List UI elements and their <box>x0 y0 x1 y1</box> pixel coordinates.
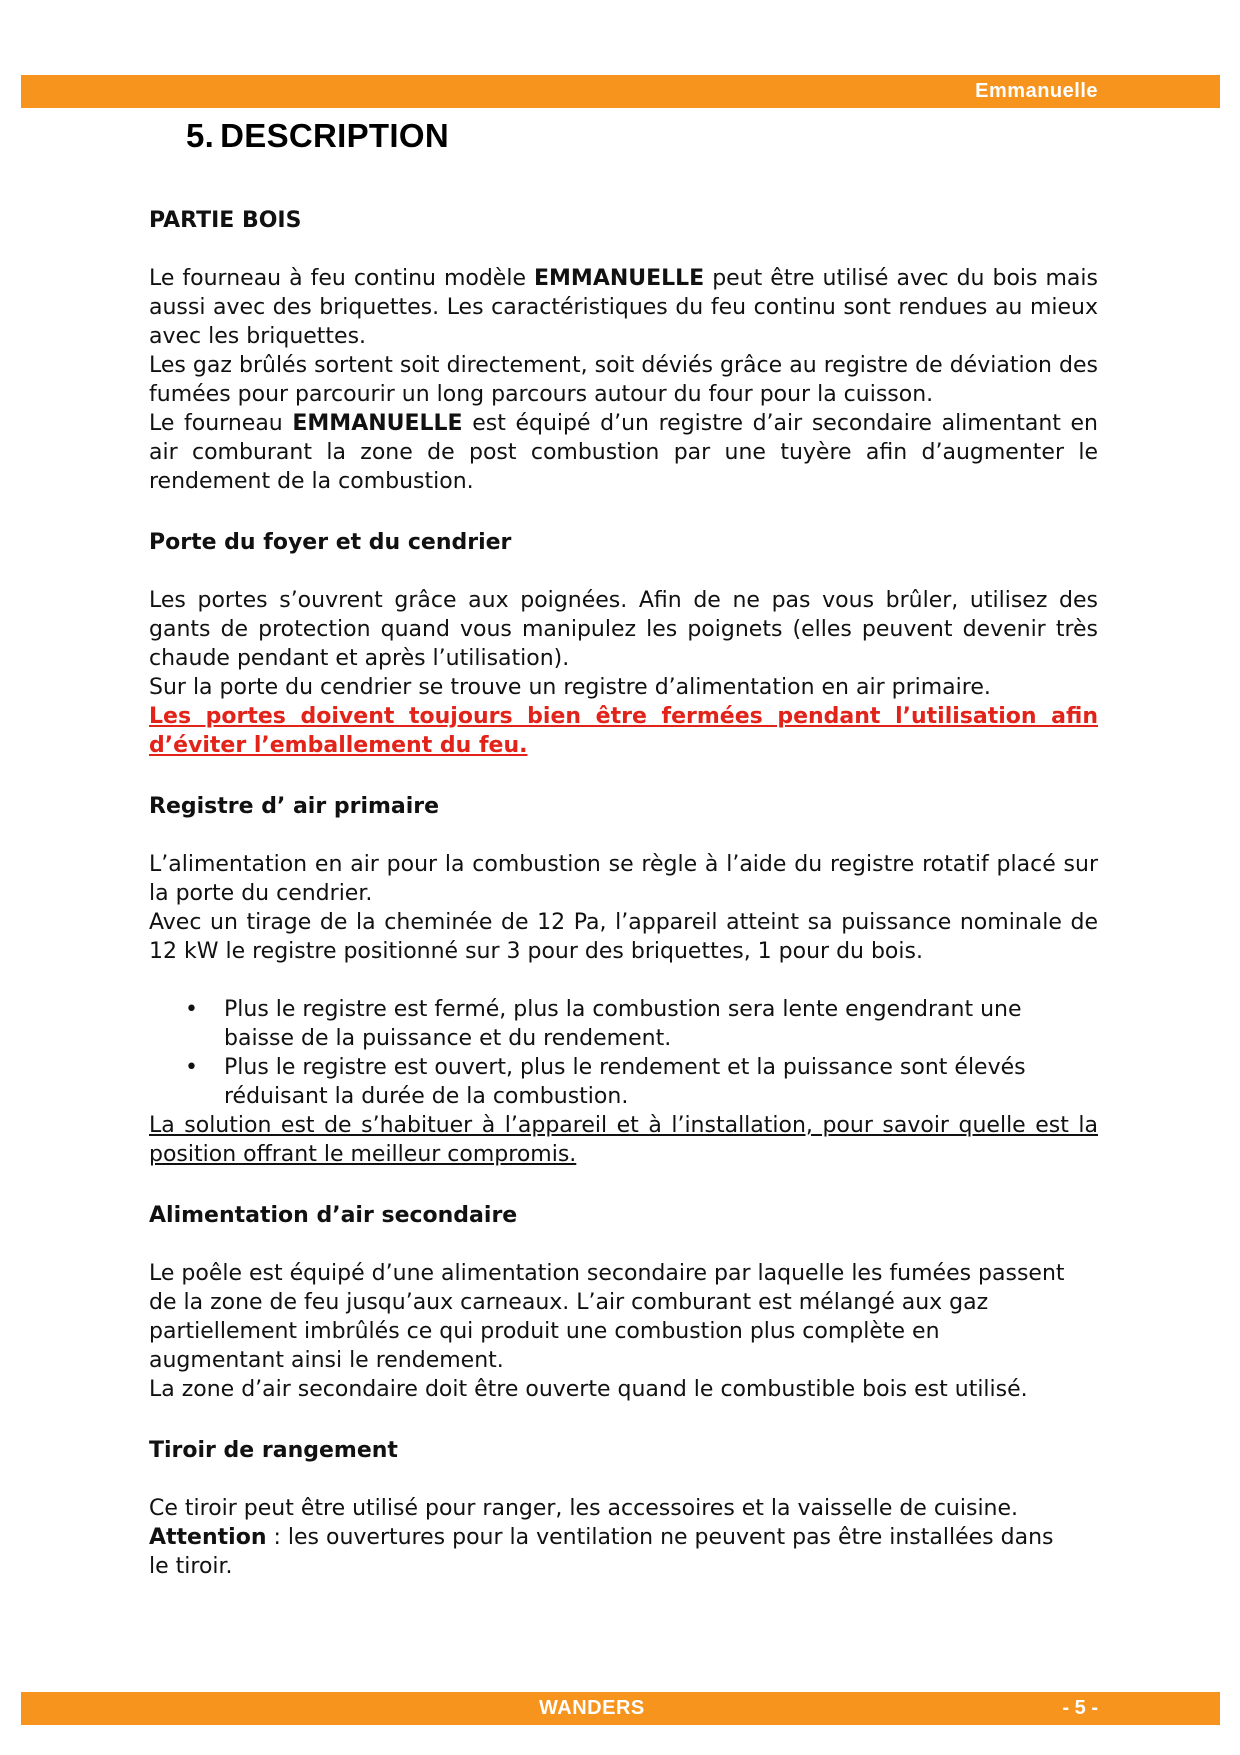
heading-tiroir: Tiroir de rangement <box>149 1438 398 1463</box>
bullet-icon: • <box>185 1055 198 1080</box>
page-number: - 5 - <box>1062 1697 1098 1719</box>
paragraph: La zone d’air secondaire doit être ouverte quand le combustible bois est utilisé. <box>149 1377 1028 1402</box>
footer-bar <box>21 1692 1220 1725</box>
content <box>149 206 1098 1581</box>
heading-secondaire: Alimentation d’air secondaire <box>149 1203 518 1228</box>
bullet-icon: • <box>185 997 198 1022</box>
heading-partie-bois: PARTIE BOIS <box>149 208 302 233</box>
section-title-text: DESCRIPTION <box>220 117 449 154</box>
warning-text: Les portes doivent toujours bien être fermées pendant l’utilisation afin d’éviter l’emballement du feu. <box>149 704 1098 758</box>
attention-label: Attention <box>149 1525 267 1550</box>
list-item: • Plus le registre est ouvert, plus le rendement et la puissance sont élevés réduisant la durée de la combustion. <box>185 1055 1026 1109</box>
paragraph: Les portes s’ouvrent grâce aux poignées. Afin de ne pas vous brûler, utilisez des gants de protection quand vous manipulez les poignets (elles peuvent devenir très chaude pendant et après l’utilisation). <box>149 588 1098 671</box>
underlined-note: La solution est de s’habituer à l’appareil et à l’installation, pour savoir quelle est la position offrant le meilleur compromis. <box>149 1113 1098 1167</box>
header-brand: Emmanuelle <box>975 80 1098 102</box>
model-name: EMMANUELLE <box>534 266 705 291</box>
list-item: • Plus le registre est fermé, plus la combustion sera lente engendrant une baisse de la puissance et du rendement. <box>185 997 1022 1051</box>
header-bar <box>21 75 1220 108</box>
paragraph: Avec un tirage de la cheminée de 12 Pa, l’appareil atteint sa puissance nominale de 12 kW le registre positionné sur 3 pour des briquettes, 1 pour du bois. <box>149 910 1098 964</box>
paragraph: Le poêle est équipé d’une alimentation secondaire par laquelle les fumées passent de la zone de feu jusqu’aux carneaux. L’air comburant est mélangé aux gaz partiellement imbrûlés ce qui produit une combustion plus complète en augmentant ainsi le rendement. <box>149 1261 1065 1373</box>
model-name: EMMANUELLE <box>292 411 463 436</box>
footer-company: WANDERS <box>539 1697 645 1719</box>
heading-porte: Porte du foyer et du cendrier <box>149 530 512 555</box>
section-title <box>186 117 449 155</box>
heading-registre: Registre d’ air primaire <box>149 794 440 819</box>
paragraph: Les gaz brûlés sortent soit directement, soit déviés grâce au registre de déviation des fumées pour parcourir un long parcours autour du four pour la cuisson. <box>149 353 1098 407</box>
paragraph: Ce tiroir peut être utilisé pour ranger, les accessoires et la vaisselle de cuisine. <box>149 1496 1019 1521</box>
bullet-list <box>149 995 1098 1111</box>
paragraph: Le fourneau EMMANUELLE est équipé d’un registre d’air secondaire alimentant en air comburant la zone de post combustion par une tuyère afin d’augmenter le rendement de la combustion. <box>149 411 1098 494</box>
paragraph: L’alimentation en air pour la combustion se règle à l’aide du registre rotatif placé sur la porte du cendrier. <box>149 852 1098 906</box>
paragraph: Attention : les ouvertures pour la ventilation ne peuvent pas être installées dans le tiroir. <box>149 1525 1054 1579</box>
paragraph: Sur la porte du cendrier se trouve un registre d’alimentation en air primaire. <box>149 675 991 700</box>
paragraph: Le fourneau à feu continu modèle EMMANUELLE peut être utilisé avec du bois mais aussi avec des briquettes. Les caractéristiques du feu continu sont rendues au mieux avec les briquettes. <box>149 266 1098 349</box>
section-number: 5. <box>186 117 215 154</box>
